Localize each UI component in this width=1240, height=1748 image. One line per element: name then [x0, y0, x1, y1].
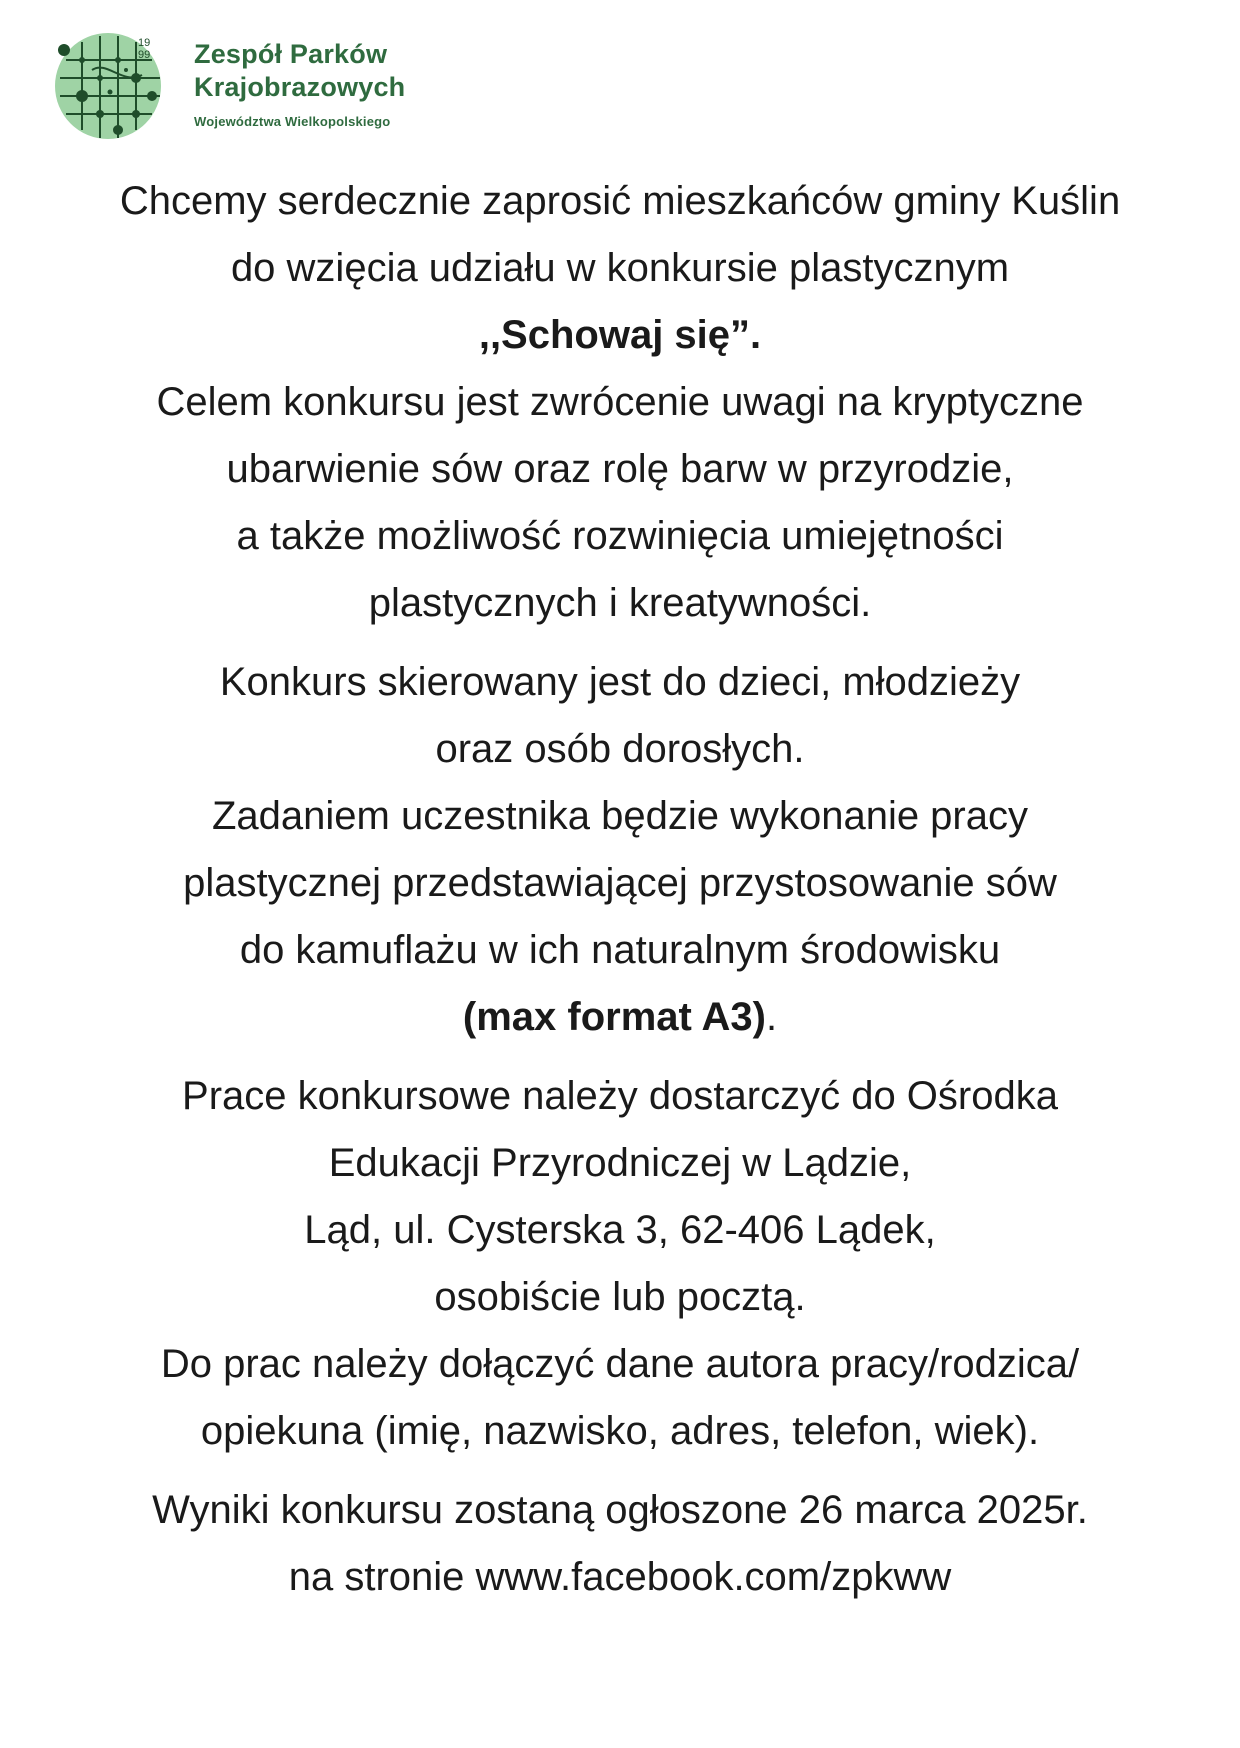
task-line-3: do kamuflażu w ich naturalnym środowisku — [239, 928, 1001, 972]
delivery-line-2: Edukacji Przyrodniczej w Lądzie, — [328, 1141, 912, 1185]
attach-line-1: Do prac należy dołączyć dane autora pracy/rodzica/ — [160, 1342, 1080, 1386]
delivery-address: Ląd, ul. Cysterska 3, 62-406 Lądek, — [304, 1208, 936, 1252]
organization-logo — [52, 30, 472, 155]
goal-line-3: a także możliwość rozwinięcia umiejętności — [236, 514, 1004, 558]
delivery-line-4: osobiście lub pocztą. — [434, 1275, 806, 1319]
intro-line-2: do wzięcia udziału w konkursie plastycznym — [230, 246, 1010, 290]
announcement-body — [0, 168, 1240, 1611]
contest-title: ,,Schowaj się”. — [478, 313, 762, 357]
goal-line-2: ubarwienie sów oraz rolę barw w przyrodzie, — [226, 447, 1014, 491]
logo-text — [194, 38, 405, 129]
logo-emblem-icon — [52, 30, 182, 155]
svg-text:19: 19 — [138, 37, 151, 49]
task-line-2: plastycznej przedstawiającej przystosowanie sów — [183, 861, 1057, 905]
max-format-label: (max format A3) — [462, 995, 766, 1039]
delivery-line-1: Prace konkursowe należy dostarczyć do Ośrodka — [182, 1074, 1058, 1118]
task-line-1: Zadaniem uczestnika będzie wykonanie pracy — [212, 794, 1028, 838]
task-format-line — [0, 984, 1240, 1051]
format-period: . — [765, 995, 778, 1039]
goal-line-4: plastycznych i kreatywności. — [368, 581, 872, 625]
intro-line-1: Chcemy serdecznie zaprosić mieszkańców gminy Kuślin — [119, 179, 1121, 223]
results-line-2: na stronie www.facebook.com/zpkww — [288, 1555, 952, 1599]
audience-line-1: Konkurs skierowany jest do dzieci, młodzieży — [219, 660, 1021, 704]
results-line-1: Wyniki konkursu zostaną ogłoszone 26 marca 2025r. — [152, 1488, 1088, 1532]
audience-line-2: oraz osób dorosłych. — [435, 727, 805, 771]
attach-line-2: opiekuna (imię, nazwisko, adres, telefon, wiek). — [200, 1409, 1040, 1453]
logo-subtitle: Województwa Wielkopolskiego — [194, 114, 391, 129]
svg-text:99: 99 — [138, 49, 151, 61]
logo-name-line1: Zespół Parków — [194, 39, 388, 69]
logo-name-line2: Krajobrazowych — [194, 72, 406, 102]
goal-line-1: Celem konkursu jest zwrócenie uwagi na kryptyczne — [156, 380, 1084, 424]
